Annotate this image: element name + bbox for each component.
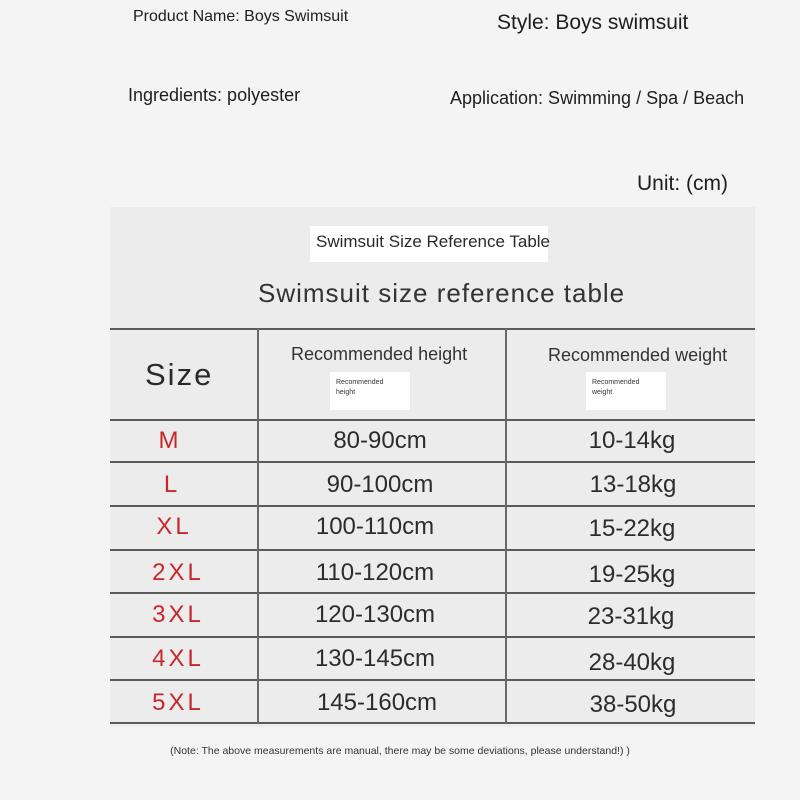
table-rule [110,679,755,681]
size-cell: 4XL [152,645,204,672]
table-rule [110,419,755,421]
weight-cell: 15-22kg [588,515,676,542]
header-size: Size [145,357,214,392]
size-cell: 2XL [152,559,204,586]
weight-cell: 13-18kg [589,471,677,498]
height-cell: 130-145cm [314,645,436,672]
table-rule [110,505,755,507]
product-name: Product Name: Boys Swimsuit [133,8,349,25]
unit-label: Unit: (cm) [637,172,728,195]
weight-cell: 28-40kg [588,649,676,676]
measurement-note: (Note: The above measurements are manual, there may be some deviations, please understand!) ) [170,745,630,757]
height-cell: 80-90cm [333,427,427,454]
header-height: Recommended height [291,344,468,364]
table-rule [110,461,755,463]
weight-cell: 38-50kg [589,691,677,718]
table-rule [110,592,755,594]
height-cell: 120-130cm [314,601,436,628]
table-rule [110,636,755,638]
table-title: Swimsuit size reference table [258,278,626,308]
product-ingredients: Ingredients: polyester [128,85,301,105]
table-rule [110,328,755,330]
height-cell: 110-120cm [315,559,435,586]
size-cell: 3XL [152,601,204,628]
weight-cell: 19-25kg [588,561,676,588]
header-height-small: Recommended height [336,379,384,396]
product-style: Style: Boys swimsuit [497,11,689,34]
height-cell: 90-100cm [326,471,434,498]
size-cell: L [163,471,181,498]
table-rule [110,549,755,551]
header-weight-small: Recommended weight [592,379,640,396]
height-cell: 100-110cm [315,513,435,540]
table-rule [110,722,755,724]
weight-cell: 10-14kg [588,427,676,454]
product-application: Application: Swimming / Spa / Beach [450,88,745,108]
height-cell: 145-160cm [316,689,438,716]
size-cell: 5XL [152,689,204,716]
size-cell: XL [156,513,192,540]
column-divider [257,328,259,724]
weight-cell: 23-31kg [587,603,675,630]
column-divider [505,328,507,724]
header-weight: Recommended weight [548,345,728,365]
table-subtitle: Swimsuit Size Reference Table [316,232,551,251]
size-cell: M [158,427,182,454]
